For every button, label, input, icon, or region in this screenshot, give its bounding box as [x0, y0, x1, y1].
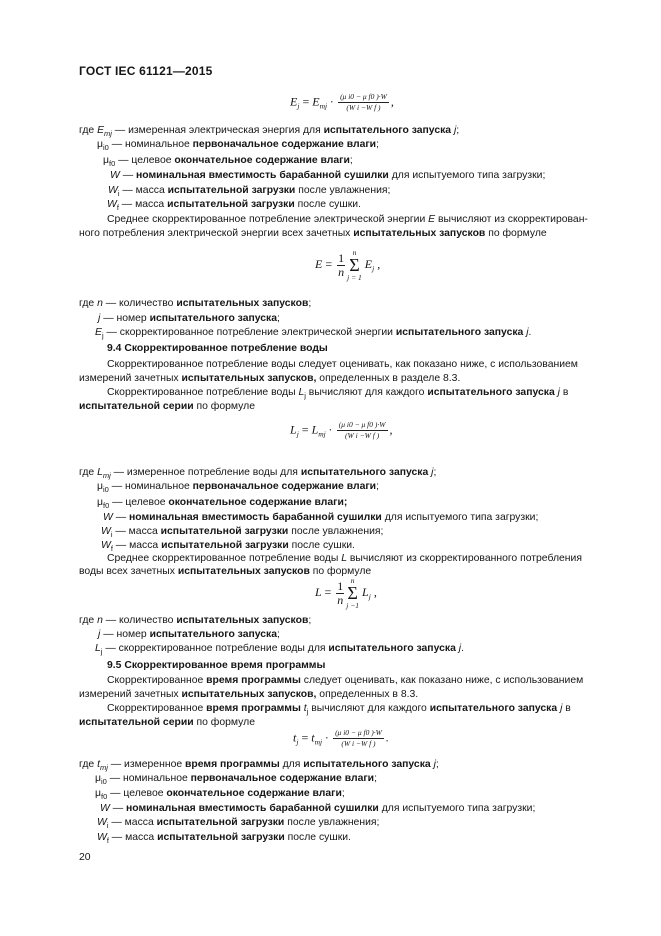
symbol: μ [103, 155, 109, 166]
term: испытательных запусков [176, 298, 309, 309]
formula-fraction [337, 420, 388, 441]
section-heading-9-4: 9.4 Скорректированное потребление воды [107, 343, 328, 354]
text: — масса [119, 185, 168, 196]
fraction-denominator: n [337, 592, 344, 607]
symbol: μ [95, 773, 101, 784]
fraction-numerator: 1 [338, 250, 345, 265]
text: ; [308, 615, 312, 626]
formula-symbol: L [315, 584, 322, 599]
text: определенных в 8.3. [316, 689, 419, 700]
text: по формуле [193, 717, 255, 728]
subscript: f [116, 203, 119, 213]
term: номинальная вместимость барабанной сушилки [135, 170, 389, 181]
term: испытательного запуска [300, 467, 429, 478]
where-line [95, 787, 345, 803]
text: по формуле [193, 401, 255, 412]
formula-tj [293, 728, 389, 749]
symbol: W [97, 832, 107, 843]
term: испытательной загрузки [160, 526, 289, 537]
text: определенных в разделе 8.3. [316, 373, 461, 384]
formula-fraction [338, 92, 389, 113]
symbol: E [97, 125, 104, 136]
subscript: j [306, 707, 309, 717]
sum-upper-limit: n [350, 576, 355, 585]
symbol: μ [97, 497, 103, 508]
term: испытательного запуска [149, 313, 278, 324]
term: испытательной загрузки [167, 185, 296, 196]
subscript: f0 [103, 501, 110, 511]
symbol: j [458, 643, 462, 654]
text: где [79, 759, 98, 770]
text: ; [433, 467, 437, 478]
where-line [97, 831, 351, 847]
formula-symbol: E [312, 94, 320, 109]
text: по формуле [309, 566, 372, 577]
where-line [97, 480, 379, 496]
formula-l-mean [315, 576, 377, 610]
text: — масса [112, 540, 162, 551]
where-line [98, 628, 280, 641]
paragraph-line [79, 716, 255, 729]
text: — измеренная электрическая энергия для [111, 125, 324, 136]
text: — номер [100, 313, 150, 324]
term: испытательных запусков [353, 228, 486, 239]
text: . [461, 643, 464, 654]
text: ; [374, 773, 377, 784]
text: для испытуемого типа загрузки; [378, 803, 536, 814]
symbol: W [101, 540, 111, 551]
formula-subscript: j [372, 264, 375, 274]
text: — номер [100, 629, 150, 640]
text: Среднее скорректированное потребление электрической энергии [107, 214, 429, 225]
term: испытательной загрузки [156, 817, 285, 828]
text: — [119, 170, 136, 181]
paragraph-line: Скорректированное потребление воды следует оценивать, как показано ниже, с использованием [107, 359, 578, 370]
term: испытательной серии [79, 717, 194, 728]
text: ; [349, 155, 353, 166]
formula-operator: = [302, 94, 310, 109]
term: испытательных запусков [177, 566, 310, 577]
text: для [279, 759, 304, 770]
term: испытательной загрузки [161, 540, 289, 551]
sum-lower-limit: j −1 [346, 601, 360, 610]
symbol: W [100, 803, 110, 814]
term: испытательных запусков, [181, 689, 317, 700]
text: Скорректированное [107, 675, 207, 686]
formula-operator: = [301, 730, 309, 745]
paragraph-line [79, 688, 418, 701]
sum-lower-limit: j = 1 [347, 273, 362, 282]
text: для испытуемого типа загрузки; [381, 512, 539, 523]
term: испытательной загрузки [167, 199, 295, 210]
formula-operator: = [324, 584, 332, 599]
term: испытательного запуска [429, 703, 558, 714]
text: — номинальное [106, 773, 191, 784]
where-line [95, 772, 377, 788]
term: испытательной серии [79, 401, 194, 412]
formula-symbol: t [311, 730, 315, 745]
fraction-numerator: (μ i0 − μ f0 )·W [340, 92, 387, 101]
formula-fraction [336, 580, 344, 607]
formula-subscript: j [297, 101, 300, 111]
formula-subscript: mj [319, 101, 328, 111]
formula-fraction [337, 252, 345, 279]
symbol: j [557, 387, 560, 398]
page-number: 20 [79, 852, 91, 863]
where-line [103, 511, 538, 524]
subscript: i [110, 530, 113, 540]
where-line [95, 642, 464, 658]
symbol: j [453, 125, 457, 136]
formula-punct: , [389, 422, 393, 437]
formula-operator: · [328, 422, 332, 437]
text: — масса [108, 817, 157, 828]
term: испытательного запуска [395, 327, 524, 338]
formula-symbol: t [293, 730, 297, 745]
term: первоначальное содержание влаги [190, 773, 375, 784]
text: — масса [118, 199, 168, 210]
text: — измеренное потребление воды для [110, 467, 301, 478]
formula-symbol: E [315, 256, 323, 271]
symbol: W [103, 512, 113, 523]
text: где [79, 615, 98, 626]
text: Скорректированное потребление воды [107, 387, 299, 398]
symbol: E [95, 327, 102, 338]
text: ; [376, 139, 379, 150]
formula-subscript: j [296, 737, 299, 747]
text: где [79, 125, 98, 136]
text: измерений зачетных [79, 689, 182, 700]
formula-operator: = [301, 422, 309, 437]
formula-punct: . [385, 730, 389, 745]
text: по формуле [485, 228, 547, 239]
where-line [97, 138, 379, 154]
where-line [97, 816, 379, 832]
term: время программы [206, 703, 301, 714]
text: ; [308, 298, 312, 309]
subscript: f0 [109, 159, 116, 169]
text: Среднее скорректированное потребление воды [107, 553, 342, 564]
text: — скорректированное потребление электрической энергии [103, 327, 396, 338]
text: после увлажнения; [295, 185, 391, 196]
text: — [109, 803, 126, 814]
where-line [79, 297, 311, 310]
symbol: j [98, 313, 101, 324]
term: испытательного запуска [323, 125, 452, 136]
paragraph-line [79, 372, 460, 385]
sum-operator [347, 248, 362, 282]
text: . [528, 327, 532, 338]
term: испытательных запусков [176, 615, 309, 626]
where-line [110, 169, 545, 182]
text: — масса [112, 526, 161, 537]
formula-symbol: E [290, 94, 298, 109]
symbol: n [97, 615, 103, 626]
term: время программы [206, 675, 301, 686]
formula-symbol: L [311, 422, 319, 437]
text: — целевое [109, 497, 169, 508]
text: где [79, 298, 98, 309]
text: для испытуемого типа загрузки; [388, 170, 546, 181]
symbol: L [95, 643, 101, 654]
text: вычисляют для каждого [308, 703, 430, 714]
text: ; [435, 759, 439, 770]
text: — измеренное [107, 759, 186, 770]
formula-punct: , [373, 584, 377, 599]
symbol: j [98, 629, 101, 640]
formula-symbol: L [362, 584, 369, 599]
subscript: mj [102, 471, 111, 481]
subscript: f [110, 544, 113, 554]
sum-upper-limit: n [352, 248, 357, 257]
formula-operator: · [330, 94, 334, 109]
symbol: W [101, 526, 111, 537]
term: испытательной загрузки [157, 832, 285, 843]
text: ; [277, 629, 280, 640]
subscript: i0 [103, 485, 109, 495]
text: — номинальное [108, 481, 193, 492]
where-line [103, 154, 353, 170]
text: — количество [102, 298, 177, 309]
where-line [95, 326, 531, 342]
symbol: μ [97, 139, 103, 150]
text: после сушки. [284, 832, 351, 843]
text: Скорректированное [107, 703, 207, 714]
where-line [98, 312, 280, 325]
formula-e-mean [315, 248, 380, 282]
term: номинальная вместимость барабанной сушилки [128, 512, 382, 523]
symbol: E [428, 214, 436, 225]
fraction-numerator: 1 [337, 578, 344, 593]
formula-punct: , [390, 94, 394, 109]
fraction-denominator: (W i −W f ) [345, 431, 380, 440]
symbol: j [433, 759, 436, 770]
text: — целевое [107, 788, 167, 799]
sum-operator [346, 576, 359, 610]
document-header: ГОСТ IEC 61121—2015 [79, 64, 213, 78]
text: в [562, 703, 571, 714]
text: вычисляют из скорректированного потребления [347, 553, 582, 564]
text: ; [376, 481, 379, 492]
text: — количество [102, 615, 177, 626]
formula-fraction [333, 728, 384, 749]
fraction-denominator: (W i −W f ) [346, 103, 381, 112]
subscript: i0 [103, 143, 109, 153]
subscript: mj [104, 129, 112, 139]
formula-ej [290, 92, 394, 113]
symbol: j [526, 327, 529, 338]
formula-subscript: mj [314, 737, 323, 747]
symbol: W [108, 185, 118, 196]
subscript: f0 [101, 792, 108, 802]
symbol: t [97, 759, 100, 770]
term: испытательных запусков, [181, 373, 317, 384]
paragraph-line [107, 213, 588, 226]
text: измерений зачетных [79, 373, 182, 384]
sigma-icon: Σ [347, 583, 358, 603]
term: окончательное содержание влаги [174, 155, 350, 166]
formula-symbol: E [364, 256, 373, 271]
text: следует оценивать, как показано ниже, с использованием [300, 675, 584, 686]
symbol: W [110, 170, 120, 181]
symbol: μ [97, 481, 103, 492]
term: номинальная вместимость барабанной сушилки [125, 803, 379, 814]
term: окончательное содержание влаги [166, 788, 342, 799]
text: после сушки. [288, 540, 355, 551]
where-line [107, 198, 361, 214]
text: ; [277, 313, 280, 324]
fraction-numerator: (μ i0 − μ f0 )·W [335, 728, 382, 737]
text: — масса [108, 832, 158, 843]
subscript: i [106, 821, 109, 831]
subscript: i [117, 189, 120, 199]
text: после сушки. [294, 199, 361, 210]
subscript: j [304, 391, 306, 401]
symbol: W [97, 817, 107, 828]
text: вычисляют из скорректирован- [435, 214, 588, 225]
symbol: μ [95, 788, 101, 799]
symbol: L [97, 467, 103, 478]
formula-operator: · [325, 730, 329, 745]
text: где [79, 467, 98, 478]
text: ; [456, 125, 460, 136]
symbol: L [341, 553, 348, 564]
symbol: t [303, 703, 307, 714]
paragraph-line [79, 400, 255, 413]
text: ного потребления электрической энергии всех зачетных [79, 228, 354, 239]
paragraph-line [107, 674, 583, 687]
fraction-denominator: (W i −W f ) [341, 739, 376, 748]
formula-subscript: mj [318, 429, 326, 439]
formula-operator: = [325, 256, 333, 271]
text: после увлажнения; [284, 817, 380, 828]
symbol: W [107, 199, 117, 210]
symbol: n [97, 298, 103, 309]
term: испытательного запуска [149, 629, 278, 640]
term: испытательного запуска [427, 387, 555, 398]
where-line [79, 614, 311, 627]
formula-punct: , [377, 256, 381, 271]
symbol: j [560, 703, 563, 714]
term: окончательное содержание влаги; [168, 497, 348, 508]
formula-subscript: j [368, 592, 371, 602]
fraction-denominator: n [338, 264, 345, 279]
subscript: i0 [101, 777, 107, 787]
term: испытательного запуска [328, 643, 456, 654]
subscript: f [106, 836, 109, 846]
text: ; [341, 788, 345, 799]
text: — скорректированное потребление воды для [102, 643, 329, 654]
text: вычисляют для каждого [305, 387, 428, 398]
subscript: j [100, 647, 103, 657]
term: испытательного запуска [303, 759, 431, 770]
symbol: L [298, 387, 305, 398]
text: — [112, 512, 129, 523]
term: первоначальное содержание влаги [192, 481, 377, 492]
symbol: j [431, 467, 434, 478]
formula-subscript: j [296, 429, 299, 439]
where-line [97, 496, 347, 512]
subscript: mj [99, 763, 108, 773]
sigma-icon: Σ [349, 255, 360, 275]
term: время программы [185, 759, 280, 770]
formula-symbol: L [290, 422, 297, 437]
text: — номинальное [108, 139, 193, 150]
section-heading-9-5: 9.5 Скорректированное время программы [107, 660, 326, 671]
formula-lj [290, 420, 393, 441]
paragraph-line [107, 552, 582, 565]
text: в [559, 387, 569, 398]
paragraph-line [79, 227, 547, 240]
where-line [100, 802, 535, 815]
term: первоначальное содержание влаги [192, 139, 377, 150]
text: — целевое [115, 155, 175, 166]
fraction-numerator: (μ i0 − μ f0 )·W [338, 420, 386, 429]
subscript: j [101, 331, 104, 341]
text: после увлажнения; [288, 526, 384, 537]
text: воды всех зачетных [79, 566, 178, 577]
